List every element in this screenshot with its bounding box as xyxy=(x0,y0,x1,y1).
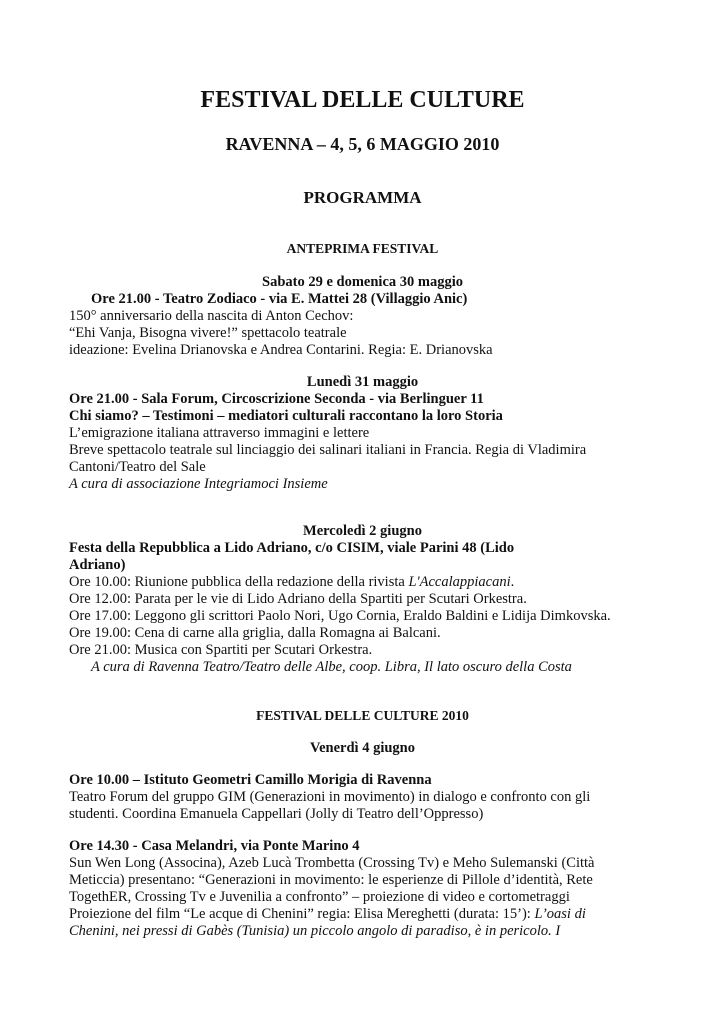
event-line: studenti. Coordina Emanuela Cappellari (Jolly di Teatro dell’Oppresso) xyxy=(69,806,484,822)
event-line: L’emigrazione italiana attraverso immagini e lettere xyxy=(69,425,370,441)
magazine-name: L'Accalappiacani xyxy=(408,574,511,590)
event-date: Lunedì 31 maggio xyxy=(306,374,419,390)
event-line: TogethER, Crossing Tv e Juvenilia a confronto” – proiezione di video e cortometraggi xyxy=(69,889,570,905)
event-line: “Ehi Vanja, Bisogna vivere!” spettacolo teatrale xyxy=(69,325,347,341)
event-time-venue: Ore 14.30 - Casa Melandri, via Ponte Marino 4 xyxy=(69,838,360,854)
page-title: FESTIVAL DELLE CULTURE xyxy=(200,87,525,113)
film-line xyxy=(69,906,586,923)
event-title: Chi siamo? – Testimoni – mediatori culturali raccontano la loro Storia xyxy=(69,408,503,424)
schedule-line xyxy=(69,574,514,591)
event-venue: Ore 21.00 - Teatro Zodiaco - via E. Mattei 28 (Villaggio Anic) xyxy=(91,291,468,307)
event-line: ideazione: Evelina Drianovska e Andrea Contarini. Regia: E. Drianovska xyxy=(69,342,493,358)
film-description: L’oasi di xyxy=(534,906,586,922)
event-venue: Festa della Repubblica a Lido Adriano, c/o CISIM, viale Parini 48 (Lido xyxy=(69,540,515,556)
festival-heading: FESTIVAL DELLE CULTURE 2010 xyxy=(256,708,469,723)
event-venue: Ore 21.00 - Sala Forum, Circoscrizione Seconda - via Berlinguer 11 xyxy=(69,391,484,407)
page-subtitle: RAVENNA – 4, 5, 6 MAGGIO 2010 xyxy=(225,134,500,154)
schedule-line: Ore 17.00: Leggono gli scrittori Paolo Nori, Ugo Cornia, Eraldo Baldini e Lidija Dimkovska. xyxy=(69,608,611,624)
event-time-venue: Ore 10.00 – Istituto Geometri Camillo Morigia di Ravenna xyxy=(69,772,432,788)
event-line: Sun Wen Long (Associna), Azeb Lucà Trombetta (Crossing Tv) e Meho Sulemanski (Città xyxy=(69,855,595,871)
event-credit: A cura di Ravenna Teatro/Teatro delle Albe, coop. Libra, Il lato oscuro della Costa xyxy=(91,659,572,675)
schedule-line: Ore 21.00: Musica con Spartiti per Scutari Orkestra. xyxy=(69,642,373,658)
event-credit: A cura di associazione Integriamoci Insieme xyxy=(69,476,328,492)
event-venue: Adriano) xyxy=(69,557,126,573)
event-line: Teatro Forum del gruppo GIM (Generazioni in movimento) in dialogo e confronto con gli xyxy=(69,789,591,805)
schedule-line: Ore 12.00: Parata per le vie di Lido Adriano della Spartiti per Scutari Orkestra. xyxy=(69,591,527,607)
festival-day: Venerdì 4 giugno xyxy=(309,740,415,756)
event-line: 150° anniversario della nascita di Anton Cechov: xyxy=(69,308,354,324)
event-line: Meticcia) presentano: “Generazioni in movimento: le esperienze di Pillole d’identità, Rete xyxy=(69,872,593,888)
film-description: Chenini, nei pressi di Gabès (Tunisia) un piccolo angolo di paradiso, è in pericolo. I xyxy=(69,923,561,939)
event-date: Sabato 29 e domenica 30 maggio xyxy=(262,274,463,290)
event-line: Cantoni/Teatro del Sale xyxy=(69,459,206,475)
schedule-line: Ore 19.00: Cena di carne alla griglia, dalla Romagna ai Balcani. xyxy=(69,625,441,641)
event-date: Mercoledì 2 giugno xyxy=(303,523,422,539)
programma-heading: PROGRAMMA xyxy=(303,188,422,207)
schedule-text: Ore 10.00: Riunione pubblica della redazione della rivista xyxy=(69,574,409,590)
anteprima-heading: ANTEPRIMA FESTIVAL xyxy=(286,241,439,256)
event-line: Breve spettacolo teatrale sul linciaggio dei salinari italiani in Francia. Regia di Vladimira xyxy=(69,442,587,458)
schedule-text-end: . xyxy=(510,574,515,590)
film-text: Proiezione del film “Le acque di Chenini” regia: Elisa Mereghetti (durata: 15’): xyxy=(69,906,535,922)
